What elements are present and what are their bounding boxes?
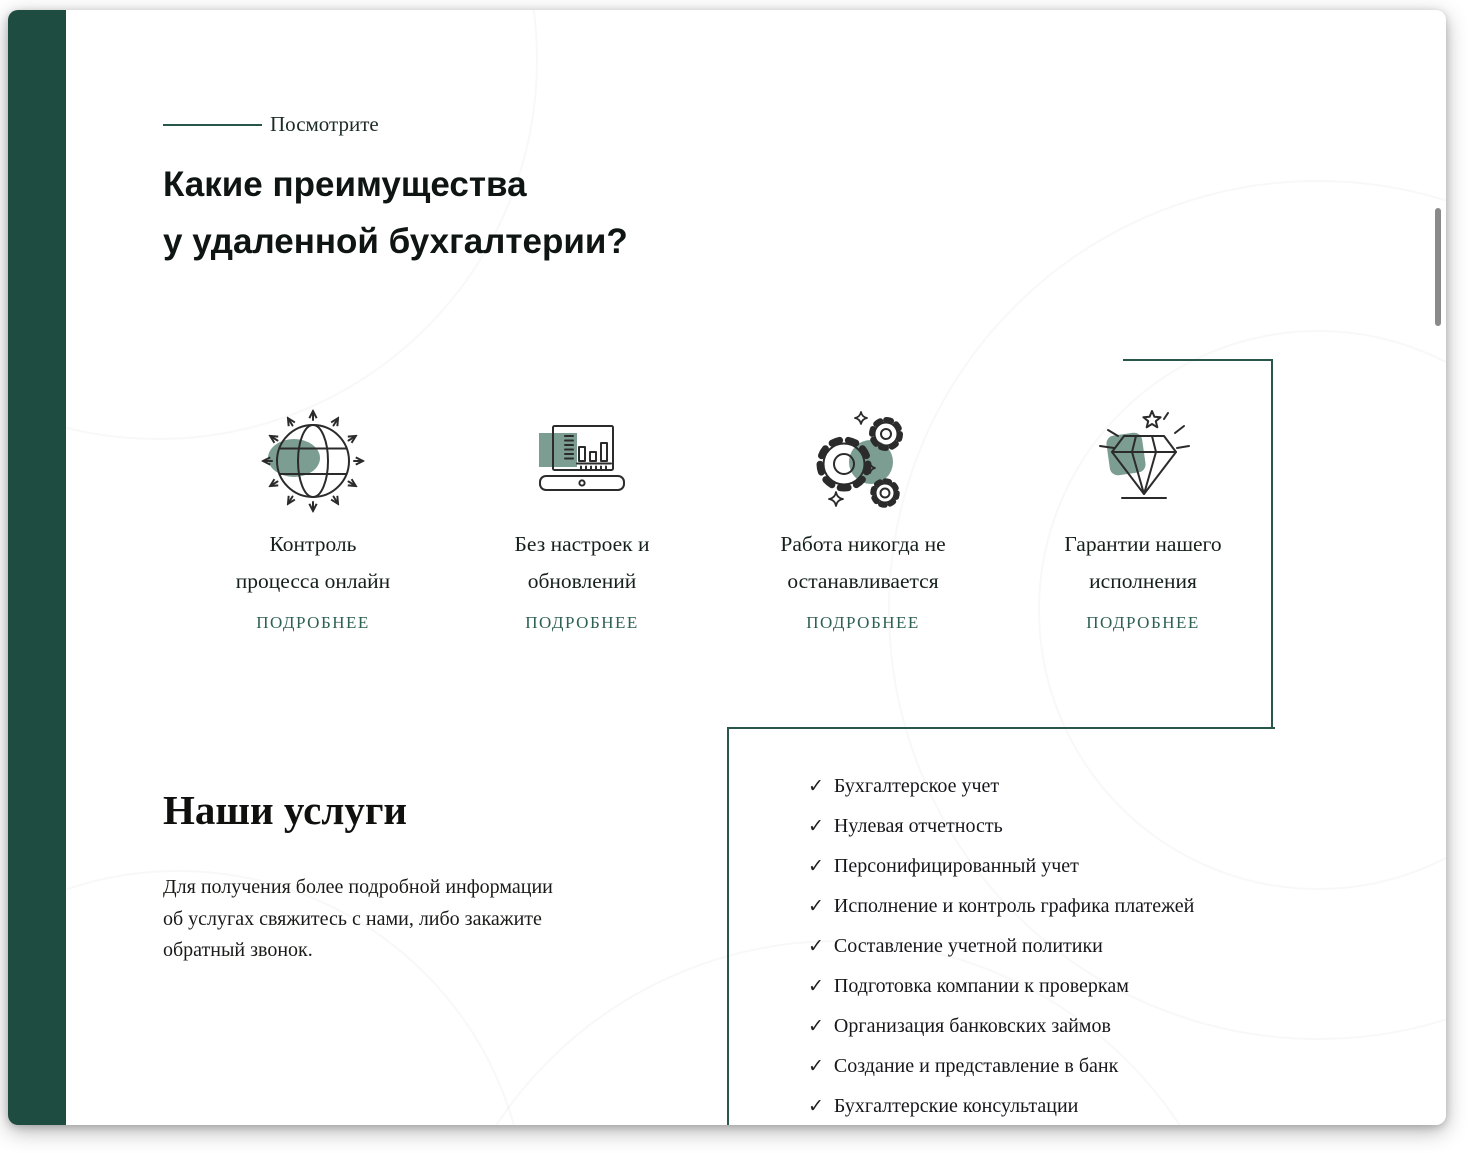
checklist-item-text: Персонифицированный учет (833, 854, 1079, 877)
check-icon: ✓ (808, 775, 824, 797)
checklist-item-text: Исполнение и контроль графика платежей (833, 894, 1195, 917)
checklist-item (808, 1006, 1194, 1046)
feature-card-online-control (173, 406, 453, 633)
services-description: Для получения более подробной информации об услугах свяжитесь с нами, либо закажите обратный звонок. (163, 876, 553, 961)
feature-title: Работа никогда не останавливается (780, 532, 946, 593)
checklist-item (808, 966, 1194, 1006)
check-icon: ✓ (808, 855, 824, 877)
more-link[interactable]: ПОДРОБНЕЕ (525, 613, 639, 632)
more-link[interactable]: ПОДРОБНЕЕ (806, 613, 920, 632)
check-icon: ✓ (808, 935, 824, 957)
globe-arrows-icon (258, 406, 368, 516)
check-icon: ✓ (808, 1055, 824, 1077)
services-title: Наши услуги (163, 787, 408, 833)
eyebrow-label: Посмотрите (270, 112, 379, 136)
page-title-line2: у удаленной бухгалтерии? (163, 222, 628, 261)
left-green-sidebar (8, 10, 66, 1125)
checklist-item (808, 806, 1194, 846)
feature-title: Гарантии нашего исполнения (1064, 532, 1222, 593)
more-link[interactable]: ПОДРОБНЕЕ (256, 613, 370, 632)
check-icon: ✓ (808, 975, 824, 997)
checklist-item-text: Создание и представление в банк (833, 1054, 1119, 1077)
checklist-item (808, 926, 1194, 966)
feature-card-guarantees (1003, 406, 1283, 633)
eyebrow-divider-line (163, 124, 262, 126)
feature-title: Без настроек и обновлений (514, 532, 650, 593)
checklist-item-text: Составление учетной политики (833, 934, 1103, 957)
gears-icon (808, 406, 918, 516)
checklist-item (808, 886, 1194, 926)
vertical-scrollbar-thumb[interactable] (1435, 208, 1441, 326)
decorative-frame-bottom-line (727, 727, 1275, 729)
checklist-item-text: Подготовка компании к проверкам (833, 974, 1129, 997)
checklist-item-text: Нулевая отчетность (833, 814, 1003, 837)
feature-card-no-setup (442, 406, 722, 633)
checklist-item (808, 1086, 1194, 1125)
feature-title: Контроль процесса онлайн (235, 532, 391, 593)
checklist-item-text: Бухгалтерские консультации (833, 1094, 1079, 1117)
browser-page-window (8, 10, 1446, 1125)
checklist-item-text: Бухгалтерское учет (833, 774, 1000, 797)
laptop-chart-icon (527, 406, 637, 516)
check-icon: ✓ (808, 815, 824, 837)
page-title (163, 156, 628, 270)
check-icon: ✓ (808, 1015, 824, 1037)
feature-card-nonstop-work (723, 406, 1003, 633)
check-icon: ✓ (808, 1095, 824, 1117)
checklist-item-text: Организация банковских займов (833, 1014, 1111, 1037)
services-checklist (808, 766, 1194, 1125)
more-link[interactable]: ПОДРОБНЕЕ (1086, 613, 1200, 632)
checklist-item (808, 846, 1194, 886)
checklist-item (808, 766, 1194, 806)
check-icon: ✓ (808, 895, 824, 917)
checklist-item (808, 1046, 1194, 1086)
diamond-icon (1088, 406, 1198, 516)
decorative-frame-left-line (727, 727, 729, 1125)
page-title-line1: Какие преимущества (163, 165, 527, 204)
